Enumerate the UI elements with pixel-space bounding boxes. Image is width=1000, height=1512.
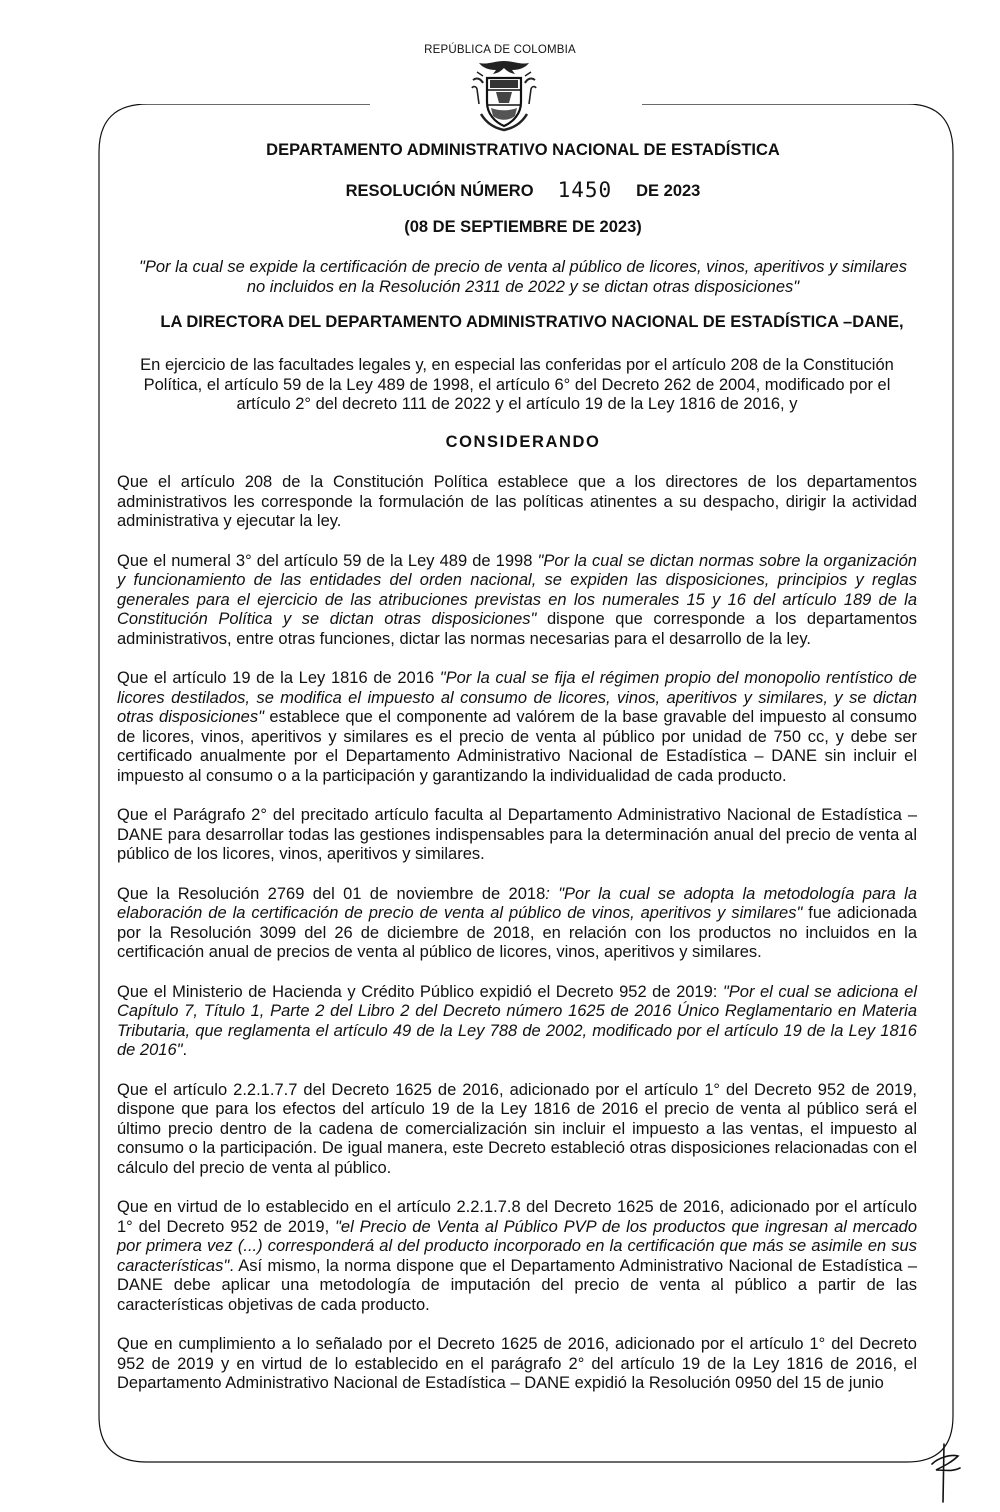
quoted-text: "el Precio de Venta al Público PVP de los productos que ingresan al mercado por primera vez (...) corresponderá al del producto incorporado en la certificación que más se asimile en sus características": [117, 1217, 917, 1275]
consideration-paragraph: Que el Parágrafo 2° del precitado artículo faculta al Departamento Administrativo Nacional de Estadística – DANE para desarrollar todas las gestiones indispensables para la determinación anual del precio de venta al público de los licores, vinos, aperitivos y similares.: [117, 806, 917, 863]
resolution-line: [0, 177, 1000, 201]
paragraph-text: . Así mismo, la norma dispone que el Departamento Administrativo Nacional de Estadística – DANE debe aplicar una metodología de imputación del precio de venta al público a partir de las características objetivas de cada producto.: [117, 1256, 917, 1314]
country-name: REPÚBLICA DE COLOMBIA: [424, 44, 576, 56]
paragraph-text: Que el artículo 19 de la Ley 1816 de 2016: [117, 669, 440, 687]
handwritten-initials: [924, 1442, 964, 1504]
paragraph-text: Que el Ministerio de Hacienda y Crédito Público expidió el Decreto 952 de 2019:: [117, 982, 723, 1001]
legal-faculties: En ejercicio de las facultades legales y, en especial las conferidas por el artículo 208 de la Constitución Política, el artículo 59 de la Ley 489 de 1998, el artículo 6° del Decreto 262 de 2004, modificado por el artículo 2° del decreto 111 de 2022 y el artículo 19 de la Ley 1816 de 2016, y: [140, 356, 894, 413]
paragraph-text: Que en virtud de lo establecido en el artículo 2.2.1.7.8 del Decreto 1625 de 2016, adicionado por el artículo 1° del Decreto 952 de 2019,: [117, 1198, 917, 1236]
consideration-paragraph: [117, 1198, 917, 1315]
paragraph-text: fue adicionada por la Resolución 3099 del 26 de diciembre de 2018, en relación con los productos no incluidos en la certificación anual de precios de venta al público de licores, vinos, aperitivos y similares.: [117, 904, 917, 961]
consideration-paragraph: Que el artículo 2.2.1.7.7 del Decreto 1625 de 2016, adicionado por el artículo 1° del Decreto 952 de 2019, dispone que para los efectos del artículo 19 de la Ley 1816 de 2016 el precio de venta al público será el último precio dentro de la cadena de comercialización sin incluir el impuesto a las ventas, el impuesto al consumo o la participación. De igual manera, este Decreto estableció otras disposiciones relacionadas con el cálculo del precio de venta al público.: [117, 1080, 917, 1177]
resolution-number: 1450: [557, 178, 613, 202]
paragraph-text: Que la Resolución 2769 del 01 de noviembre de 2018: [117, 884, 546, 903]
paragraph-text: Que el numeral 3° del artículo 59 de la Ley 489 de 1998: [117, 551, 538, 570]
consideration-paragraph: [117, 552, 917, 650]
resolution-label: RESOLUCIÓN NÚMERO: [345, 182, 534, 200]
paragraph-text: establece que el componente ad valórem de la base gravable del impuesto al consumo de licores, vinos, aperitivos y similares es el precio de venta al público por unidad de 750 cc, y debe ser certificado anualmente por el Departamento Administrativo Nacional de Estadística – DANE sin incluir el impuesto al consumo o a la participación y garantizando la individualidad de cada producto.: [117, 708, 917, 785]
quoted-title: "Por el cual se adiciona el Capítulo 7, Título 1, Parte 2 del Libro 2 del Decreto número 1625 de 2016 Único Reglamentario en Materia Tributaria, que reglamenta el artículo 49 de la Ley 788 de 2002, modificado por el artículo 19 de la Ley 1816 de 2016": [117, 982, 917, 1059]
consideration-paragraph: [117, 983, 917, 1061]
entity-title: DEPARTAMENTO ADMINISTRATIVO NACIONAL DE ESTADÍSTICA: [266, 141, 780, 159]
considerations-body: [117, 473, 917, 1414]
resolution-year: DE 2023: [636, 182, 701, 200]
considerando-heading: CONSIDERANDO: [445, 433, 601, 451]
consideration-paragraph: Que en cumplimiento a lo señalado por el Decreto 1625 de 2016, adicionado por el artículo 1° del Decreto 952 de 2019 y en virtud de lo establecido en el parágrafo 2° del artículo 19 de la Ley 1816 de 2016, el Departamento Administrativo Nacional de Estadística – DANE expidió la Resolución 0950 del 15 de junio: [117, 1335, 917, 1392]
quoted-title: "Por la cual se fija el régimen propio del monopolio rentístico de licores destilados, se modifica el impuesto al consumo de licores, vinos, aperitivos y similares, y se dictan otras disposiciones": [117, 669, 917, 726]
consideration-paragraph: [117, 885, 917, 963]
resolution-epigraph: "Por la cual se expide la certificación de precio de venta al público de licores, vinos, aperitivos y similares no incluidos en la Resolución 2311 de 2022 y se dictan otras disposiciones": [139, 258, 907, 296]
consideration-paragraph: [117, 669, 917, 786]
quoted-title: "Por la cual se dictan normas sobre la organización y funcionamiento de las entidades del orden nacional, se expiden las disposiciones, principios y reglas generales para el ejercicio de las atribuciones previstas en los numerales 15 y 16 del artículo 189 de la Constitución Política y se dictan otras disposiciones": [117, 551, 917, 628]
issuing-authority: LA DIRECTORA DEL DEPARTAMENTO ADMINISTRATIVO NACIONAL DE ESTADÍSTICA –DANE,: [160, 313, 904, 331]
paragraph-text: dispone que corresponde a los departamentos administrativos, entre otras funciones, dictar las normas necesarias para el desarrollo de la ley.: [117, 610, 917, 648]
paragraph-text: .: [182, 1041, 188, 1059]
consideration-paragraph: Que el artículo 208 de la Constitución Política establece que a los directores de los departamentos administrativos les corresponde la formulación de las políticas atinentes a su despacho, dirigir la actividad administrativa y ejecutar la ley.: [117, 473, 917, 530]
resolution-date: (08 DE SEPTIEMBRE DE 2023): [404, 218, 642, 236]
quoted-title: : "Por la cual se adopta la metodología para la elaboración de la certificación de precio de venta al público de vinos, aperitivos y similares": [117, 884, 917, 922]
